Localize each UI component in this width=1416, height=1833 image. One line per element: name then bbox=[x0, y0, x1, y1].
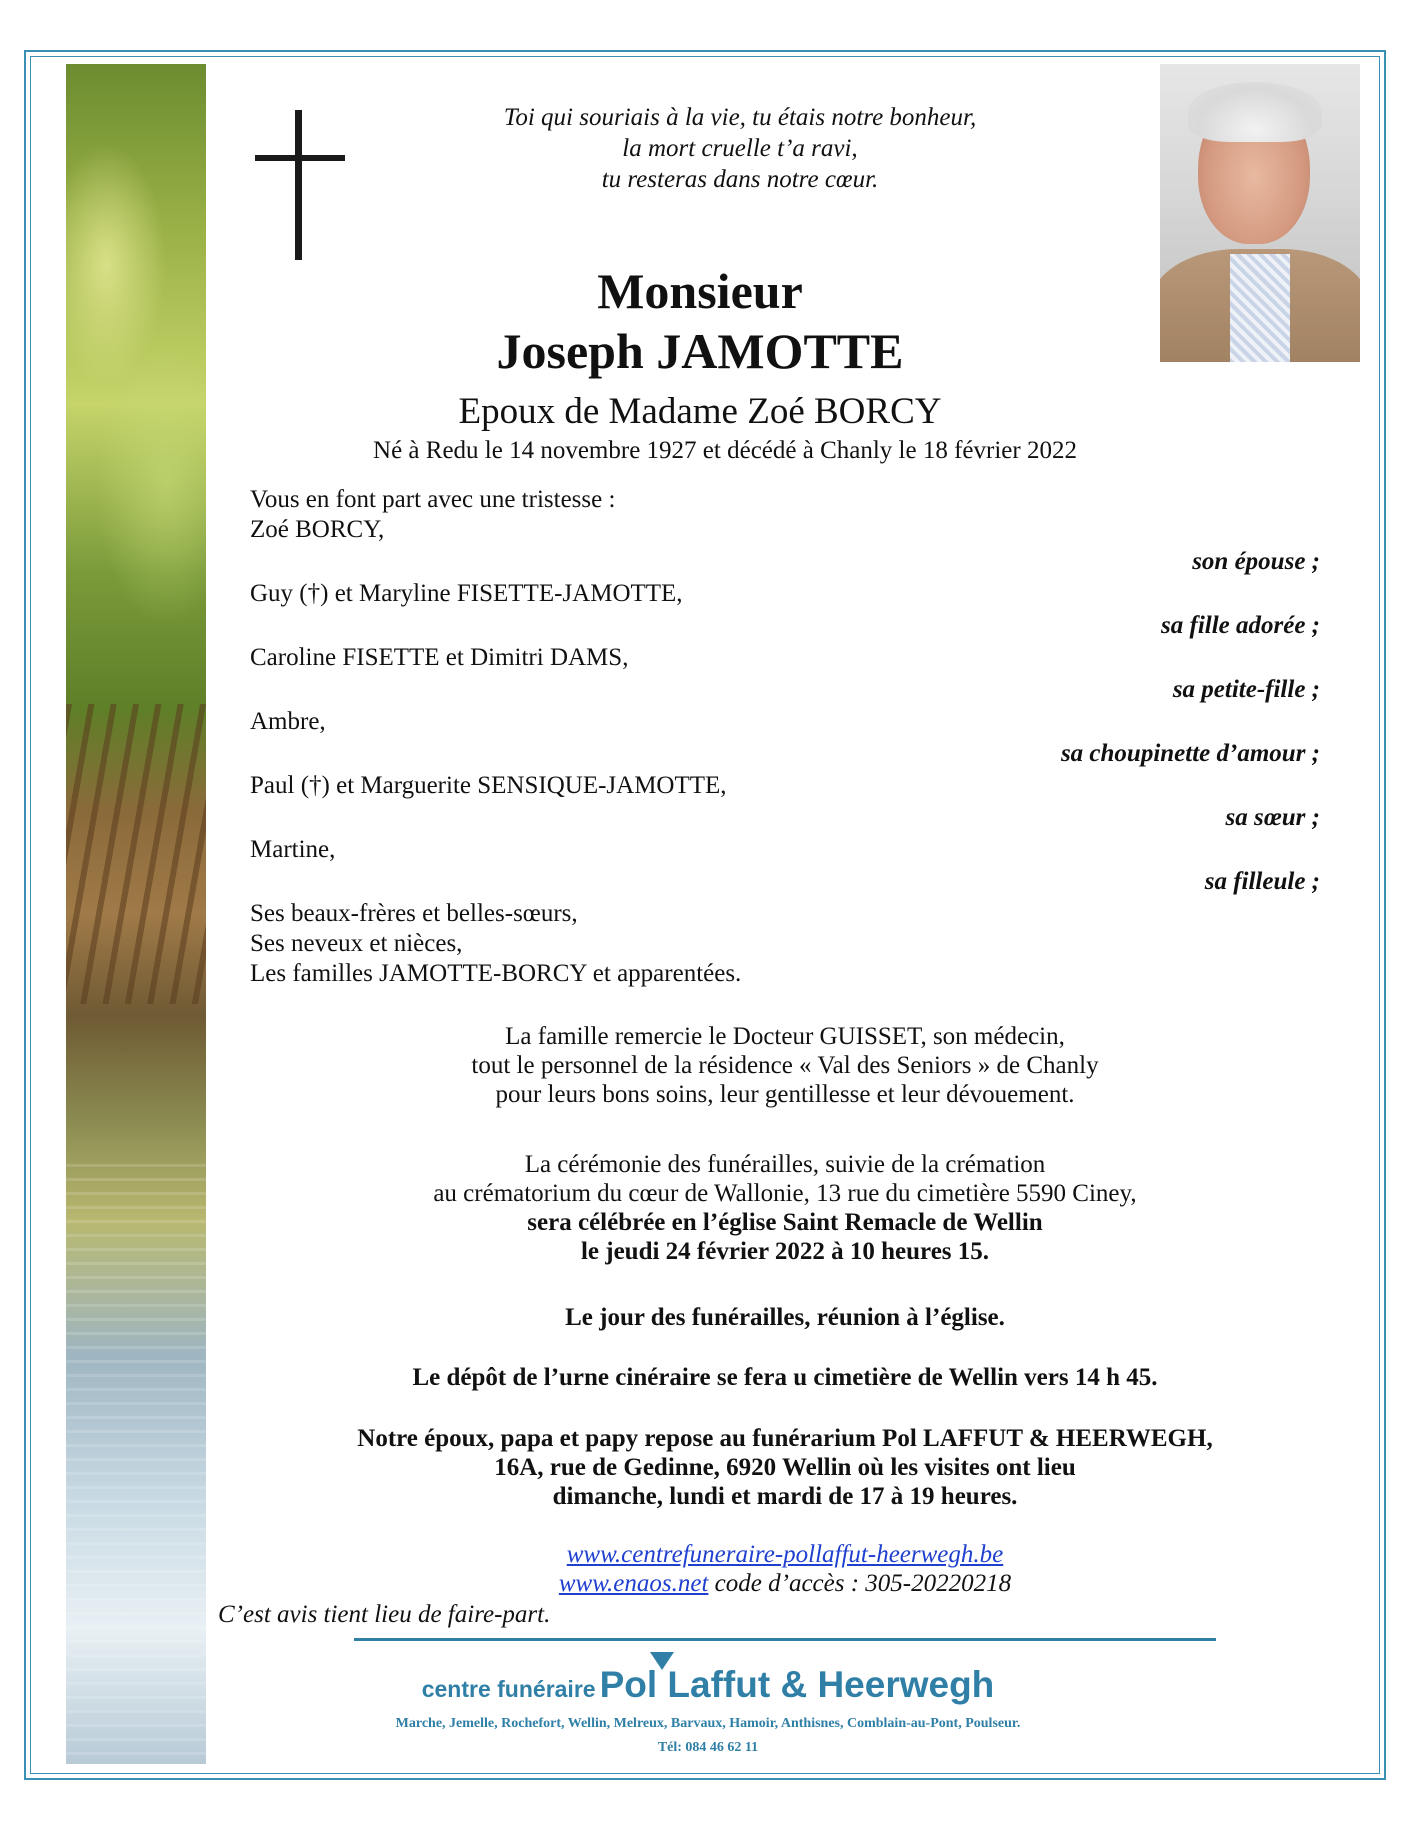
poem bbox=[300, 102, 1180, 195]
logo-phone: Tél: 084 46 62 11 bbox=[657, 1740, 759, 1755]
notice-line: C’est avis tient lieu de faire-part. bbox=[218, 1601, 551, 1628]
enaos-link[interactable]: www.enaos.net bbox=[558, 1570, 709, 1597]
urn-line: Le dépôt de l’urne cinéraire se fera u cimetière de Wellin vers 14 h 45. bbox=[412, 1364, 1158, 1391]
honorific: Monsieur bbox=[597, 263, 803, 319]
family-name: Guy (†) et Maryline FISETTE-JAMOTTE, bbox=[250, 580, 683, 607]
family-relation: sa petite-fille ; bbox=[1172, 676, 1320, 703]
thanks-line: pour leurs bons soins, leur gentillesse et leur dévouement. bbox=[495, 1081, 1075, 1108]
logo-places: Marche, Jemelle, Rochefort, Wellin, Melreux, Barvaux, Hamoir, Anthisnes, Comblain-au-Pont, Poulseur. bbox=[395, 1716, 1021, 1731]
rest-line: dimanche, lundi et mardi de 17 à 19 heures. bbox=[552, 1483, 1018, 1510]
access-code: code d’accès : 305-20220218 bbox=[714, 1570, 1012, 1597]
extended-family-line: Ses beaux-frères et belles-sœurs, bbox=[250, 900, 578, 927]
poem-line: Toi qui souriais à la vie, tu étais notre bonheur, bbox=[503, 104, 977, 131]
links-block bbox=[250, 1540, 1320, 1598]
spouse-line: Epoux de Madame Zoé BORCY bbox=[458, 391, 942, 432]
intro-text: Vous en font part avec une tristesse : bbox=[250, 486, 616, 513]
ceremony-bold-line: le jeudi 24 février 2022 à 10 heures 15. bbox=[580, 1238, 990, 1265]
extended-family-line: Les familles JAMOTTE-BORCY et apparentées. bbox=[250, 960, 742, 987]
extended-family-line: Ses neveux et nièces, bbox=[250, 930, 463, 957]
thanks-line: La famille remercie le Docteur GUISSET, son médecin, bbox=[505, 1023, 1065, 1050]
side-landscape-image bbox=[66, 64, 206, 1764]
family-relation: sa filleule ; bbox=[1204, 868, 1320, 895]
funeral-center-link[interactable]: www.centrefuneraire-pollaffut-heerwegh.be bbox=[566, 1541, 1004, 1568]
meeting-line: Le jour des funérailles, réunion à l’église. bbox=[565, 1304, 1005, 1331]
rest-paragraph bbox=[250, 1424, 1320, 1511]
family-name: Ambre, bbox=[250, 708, 326, 735]
family-relation: sa fille adorée ; bbox=[1161, 612, 1320, 639]
ceremony-line: La cérémonie des funérailles, suivie de la crémation bbox=[524, 1151, 1046, 1178]
thanks-paragraph bbox=[250, 1022, 1320, 1109]
family-name: Zoé BORCY, bbox=[250, 516, 385, 543]
poem-line: tu resteras dans notre cœur. bbox=[601, 166, 879, 193]
logo-name: Pol Laffut & Heerwegh bbox=[599, 1664, 995, 1705]
dates-line: Né à Redu le 14 novembre 1927 et décédé à Chanly le 18 février 2022 bbox=[373, 437, 1077, 464]
deceased-name: Joseph JAMOTTE bbox=[496, 323, 904, 379]
bridge-detail bbox=[66, 704, 206, 1004]
family-name: Paul (†) et Marguerite SENSIQUE-JAMOTTE, bbox=[250, 772, 727, 799]
portrait-photo bbox=[1160, 64, 1360, 362]
ceremony-line: au crématorium du cœur de Wallonie, 13 rue du cimetière 5590 Ciney, bbox=[433, 1180, 1137, 1207]
thanks-line: tout le personnel de la résidence « Val des Seniors » de Chanly bbox=[471, 1052, 1099, 1079]
logo-divider bbox=[354, 1638, 1216, 1641]
rest-line: 16A, rue de Gedinne, 6920 Wellin où les visites ont lieu bbox=[494, 1454, 1076, 1481]
ceremony-bold-line: sera célébrée en l’église Saint Remacle de Wellin bbox=[527, 1209, 1043, 1236]
funeral-home-logo bbox=[0, 1664, 1416, 1706]
family-relation: sa choupinette d’amour ; bbox=[1060, 740, 1320, 767]
logo-prefix: centre funéraire bbox=[421, 1676, 596, 1702]
family-name: Martine, bbox=[250, 836, 336, 863]
rest-line: Notre époux, papa et papy repose au funérarium Pol LAFFUT & HEERWEGH, bbox=[357, 1425, 1213, 1452]
ceremony-paragraph bbox=[250, 1150, 1320, 1266]
poem-line: la mort cruelle t’a ravi, bbox=[622, 135, 858, 162]
family-relation: son épouse ; bbox=[1192, 548, 1320, 575]
family-name: Caroline FISETTE et Dimitri DAMS, bbox=[250, 644, 629, 671]
family-relation: sa sœur ; bbox=[1225, 804, 1320, 831]
